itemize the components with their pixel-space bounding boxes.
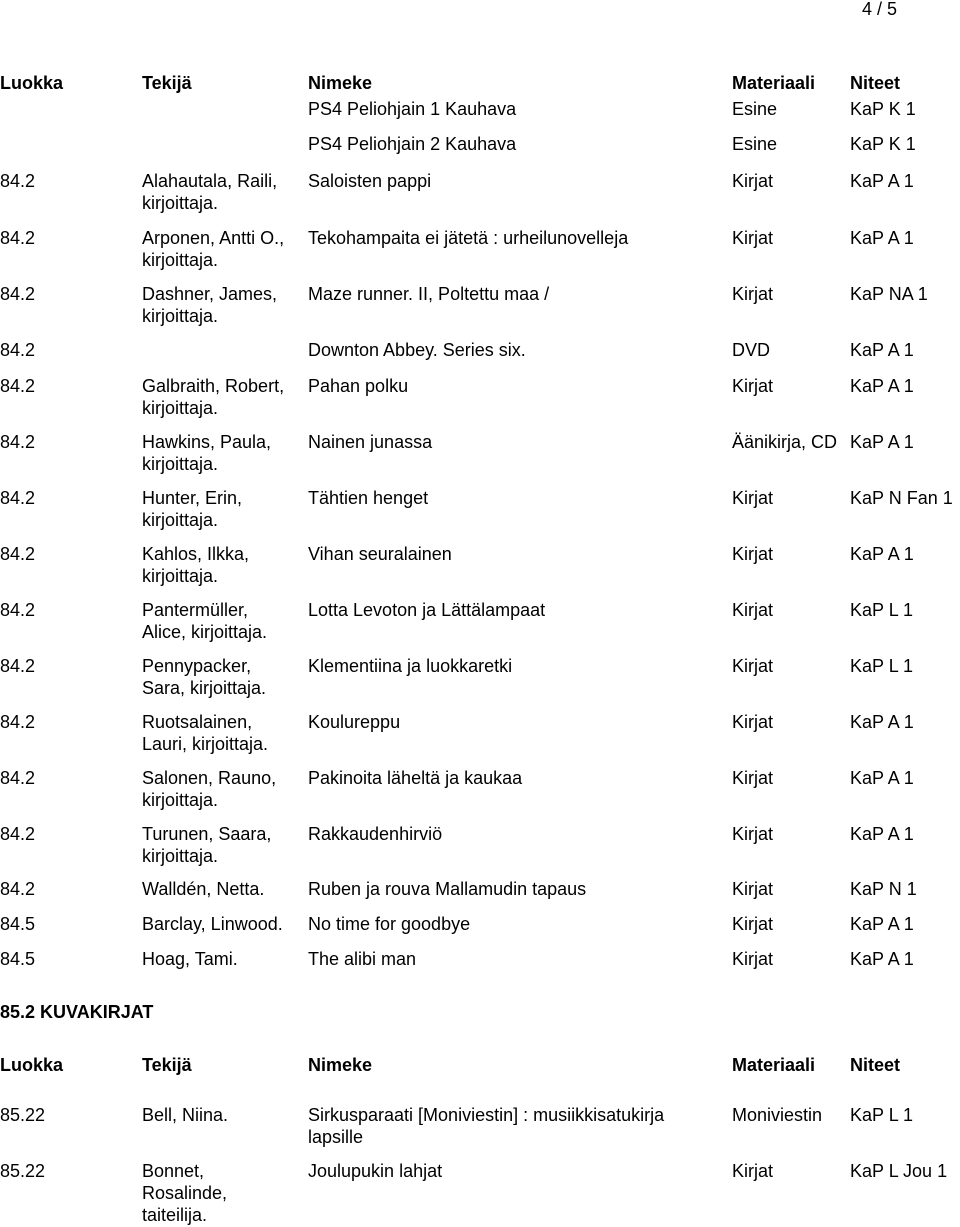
row-materiaali: Kirjat	[732, 284, 774, 304]
row-tekija: Turunen, Saara, kirjoittaja.	[142, 824, 272, 866]
header-tekija: Tekijä	[142, 1055, 192, 1075]
row-tekija: Pantermüller, Alice, kirjoittaja.	[142, 600, 268, 642]
row-nimeke: Koulureppu	[308, 712, 401, 732]
row-tekija: Bell, Niina.	[142, 1105, 229, 1125]
row-niteet: KaP L 1	[850, 1105, 914, 1125]
row-nimeke: PS4 Peliohjain 1 Kauhava	[308, 99, 517, 119]
row-nimeke: Tekohampaita ei jätetä : urheilunovelleja	[308, 228, 629, 248]
header-materiaali: Materiaali	[732, 1055, 816, 1075]
row-tekija: Hunter, Erin, kirjoittaja.	[142, 488, 243, 530]
row-niteet: KaP A 1	[850, 432, 914, 452]
row-materiaali: Kirjat	[732, 949, 774, 969]
row-tekija: Hoag, Tami.	[142, 949, 238, 969]
row-luokka: 84.2	[0, 284, 36, 304]
row-nimeke: Maze runner. II, Poltettu maa /	[308, 284, 550, 304]
row-materiaali: Kirjat	[732, 228, 774, 248]
row-niteet: KaP A 1	[850, 768, 914, 788]
row-luokka: 84.2	[0, 879, 36, 899]
row-nimeke: Ruben ja rouva Mallamudin tapaus	[308, 879, 587, 899]
row-luokka: 84.2	[0, 768, 36, 788]
row-luokka: 84.2	[0, 432, 36, 452]
row-tekija: Salonen, Rauno, kirjoittaja.	[142, 768, 277, 810]
row-nimeke: Nainen junassa	[308, 432, 433, 452]
row-niteet: KaP A 1	[850, 171, 914, 191]
header-tekija: Tekijä	[142, 73, 192, 93]
row-nimeke: Saloisten pappi	[308, 171, 432, 191]
row-tekija: Arponen, Antti O., kirjoittaja.	[142, 228, 285, 270]
row-nimeke: Tähtien henget	[308, 488, 429, 508]
row-materiaali: Kirjat	[732, 914, 774, 934]
row-luokka: 84.2	[0, 488, 36, 508]
row-nimeke: Rakkaudenhirviö	[308, 824, 443, 844]
row-tekija: Alahautala, Raili, kirjoittaja.	[142, 171, 278, 213]
row-nimeke: Klementiina ja luokkaretki	[308, 656, 513, 676]
row-luokka: 84.5	[0, 914, 36, 934]
row-nimeke: Lotta Levoton ja Lättälampaat	[308, 600, 546, 620]
row-nimeke: PS4 Peliohjain 2 Kauhava	[308, 134, 517, 154]
header-niteet: Niteet	[850, 1055, 901, 1075]
row-nimeke: The alibi man	[308, 949, 417, 969]
row-materiaali: Kirjat	[732, 656, 774, 676]
row-luokka: 84.2	[0, 340, 36, 360]
row-tekija: Galbraith, Robert, kirjoittaja.	[142, 376, 285, 418]
row-niteet: KaP L 1	[850, 600, 914, 620]
row-materiaali: Kirjat	[732, 879, 774, 899]
row-tekija: Pennypacker, Sara, kirjoittaja.	[142, 656, 267, 698]
header-luokka: Luokka	[0, 1055, 64, 1075]
row-tekija: Barclay, Linwood.	[142, 914, 283, 934]
row-nimeke: Sirkusparaati [Moniviestin] : musiikkisatukirja lapsille	[308, 1105, 665, 1147]
row-luokka: 84.2	[0, 171, 36, 191]
row-materiaali: Kirjat	[732, 712, 774, 732]
row-luokka: 84.2	[0, 824, 36, 844]
row-materiaali: Esine	[732, 99, 778, 119]
row-luokka: 85.22	[0, 1161, 46, 1181]
header-niteet: Niteet	[850, 73, 901, 93]
row-niteet: KaP L 1	[850, 656, 914, 676]
row-niteet: KaP K 1	[850, 99, 916, 119]
row-niteet: KaP A 1	[850, 544, 914, 564]
row-nimeke: Pahan polku	[308, 376, 409, 396]
row-tekija: Bonnet, Rosalinde, taiteilija.	[142, 1161, 228, 1225]
row-materiaali: Kirjat	[732, 768, 774, 788]
row-niteet: KaP A 1	[850, 228, 914, 248]
row-tekija: Kahlos, Ilkka, kirjoittaja.	[142, 544, 250, 586]
row-materiaali: Kirjat	[732, 488, 774, 508]
row-materiaali: Kirjat	[732, 544, 774, 564]
row-niteet: KaP A 1	[850, 712, 914, 732]
row-niteet: KaP L Jou 1	[850, 1161, 948, 1181]
row-nimeke: Downton Abbey. Series six.	[308, 340, 526, 360]
row-niteet: KaP A 1	[850, 914, 914, 934]
row-luokka: 84.2	[0, 656, 36, 676]
row-niteet: KaP A 1	[850, 949, 914, 969]
header-materiaali: Materiaali	[732, 73, 816, 93]
row-nimeke: No time for goodbye	[308, 914, 471, 934]
row-luokka: 84.2	[0, 600, 36, 620]
row-nimeke: Joulupukin lahjat	[308, 1161, 443, 1181]
row-niteet: KaP N Fan 1	[850, 488, 953, 508]
row-nimeke: Vihan seuralainen	[308, 544, 452, 564]
row-niteet: KaP K 1	[850, 134, 916, 154]
row-materiaali: Kirjat	[732, 824, 774, 844]
row-tekija: Ruotsalainen, Lauri, kirjoittaja.	[142, 712, 269, 754]
row-tekija: Hawkins, Paula, kirjoittaja.	[142, 432, 272, 474]
header-luokka: Luokka	[0, 73, 64, 93]
section-title: 85.2 KUVAKIRJAT	[0, 1002, 154, 1022]
row-materiaali: DVD	[732, 340, 771, 360]
header-nimeke: Nimeke	[308, 1055, 373, 1075]
row-niteet: KaP A 1	[850, 824, 914, 844]
row-tekija: Dashner, James, kirjoittaja.	[142, 284, 278, 326]
row-materiaali: Moniviestin	[732, 1105, 823, 1125]
row-niteet: KaP N 1	[850, 879, 917, 899]
row-luokka: 84.2	[0, 544, 36, 564]
row-materiaali: Äänikirja, CD	[732, 432, 838, 452]
row-luokka: 84.2	[0, 228, 36, 248]
row-nimeke: Pakinoita läheltä ja kaukaa	[308, 768, 523, 788]
row-niteet: KaP A 1	[850, 376, 914, 396]
row-materiaali: Kirjat	[732, 600, 774, 620]
row-materiaali: Kirjat	[732, 1161, 774, 1181]
row-tekija: Walldén, Netta.	[142, 879, 265, 899]
row-luokka: 84.5	[0, 949, 36, 969]
header-nimeke: Nimeke	[308, 73, 373, 93]
row-materiaali: Kirjat	[732, 171, 774, 191]
page-number: 4 / 5	[862, 0, 898, 19]
row-materiaali: Kirjat	[732, 376, 774, 396]
row-luokka: 84.2	[0, 712, 36, 732]
row-luokka: 84.2	[0, 376, 36, 396]
row-niteet: KaP NA 1	[850, 284, 928, 304]
row-niteet: KaP A 1	[850, 340, 914, 360]
row-luokka: 85.22	[0, 1105, 46, 1125]
row-materiaali: Esine	[732, 134, 778, 154]
